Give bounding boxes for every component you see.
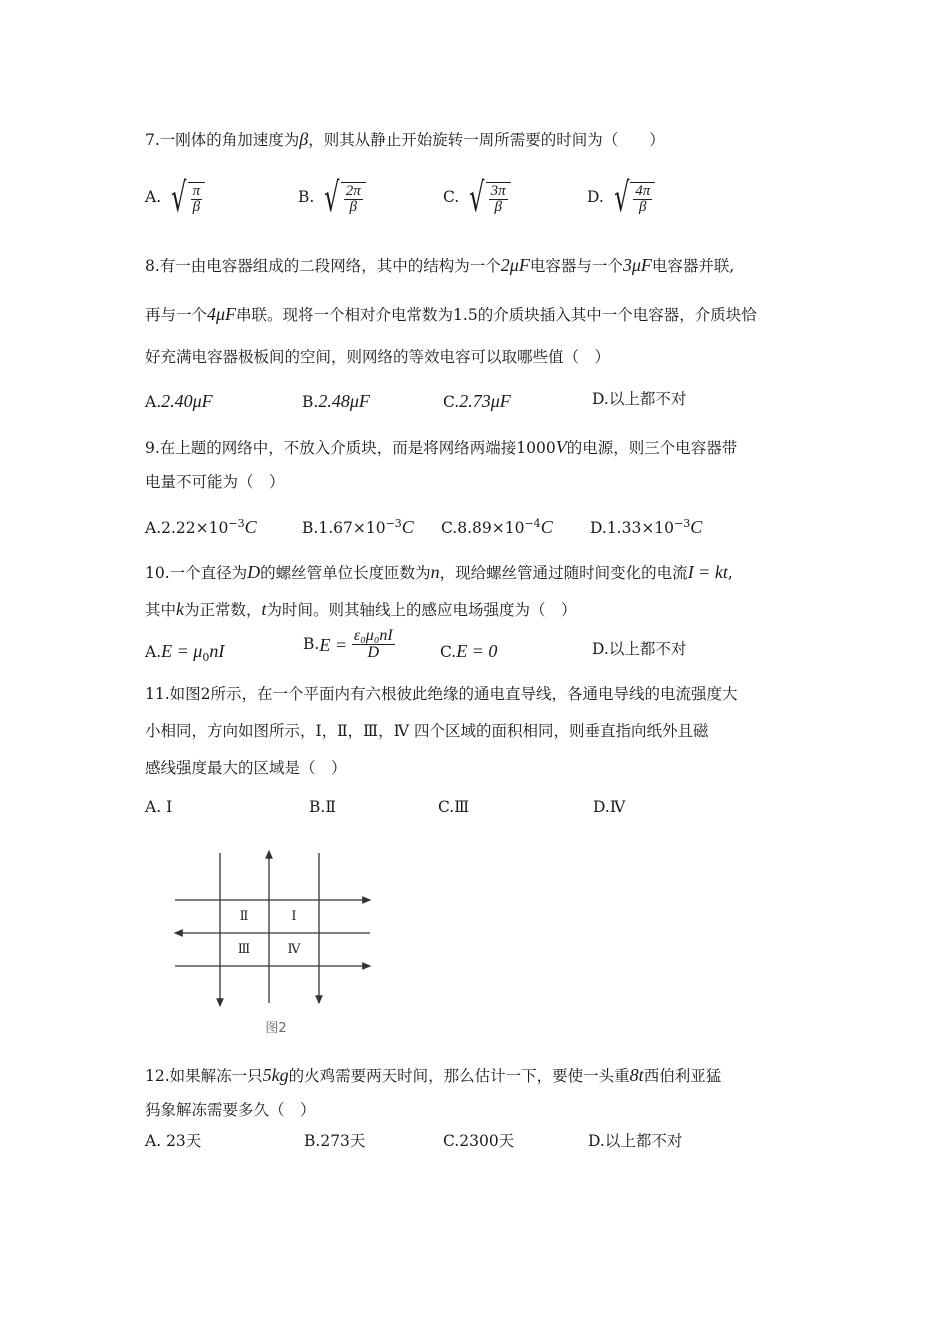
q12-option-b: B.273天 (304, 1132, 366, 1150)
q11-option-c: C.Ⅲ (438, 798, 470, 816)
q8-option-a: A.2.40μF (145, 391, 213, 411)
q10-option-b: B. E = $\frac{\text{ε₀μ₀nI}}{D}$ (303, 627, 393, 661)
q8-option-d: D.以上都不对 (592, 390, 687, 408)
q10-option-c: C.E = 0 (440, 641, 498, 661)
figure-2-wire-grid (170, 848, 380, 1038)
q12-option-a: A. 23天 (145, 1132, 202, 1150)
q12-option-d: D.以上都不对 (588, 1132, 683, 1150)
q8-option-b: B.2.48μF (302, 391, 370, 411)
q9-option-c: $C.8.89\times 10^{-4}C$ (441, 517, 553, 538)
q7-stem: 7.一刚体的角加速度为β，则其从静止开始旋转一周所需要的时间为（ ） (145, 129, 665, 149)
region-label-iii: Ⅲ (237, 942, 251, 957)
q11-line-1: 11.如图2所示，在一个平面内有六根彼此绝缘的通电直导线，各通电导线的电流强度大 (145, 685, 738, 703)
sqrt-expression: √ $\frac{4\pi}{\beta}$ (609, 178, 656, 218)
q7-option-b: B. √ $\frac{2\pi}{\beta}$ (298, 178, 366, 218)
q12-option-c: C.2300天 (443, 1132, 515, 1150)
figure-caption: 图2 (265, 1021, 287, 1036)
region-label-i: Ⅰ (291, 909, 297, 924)
q10-option-d: D.以上都不对 (592, 640, 687, 658)
sqrt-expression: √ $\frac{3\pi}{\beta}$ (464, 178, 511, 218)
q11-line-2: 小相同，方向如图所示，Ⅰ，Ⅱ，Ⅲ，Ⅳ 四个区域的面积相同，则垂直指向纸外且磁 (145, 722, 709, 740)
q10-line-1: 10.一个直径为D的螺丝管单位长度匝数为n，现给螺丝管通过随时间变化的电流I = kt, (145, 562, 733, 582)
q9-line-1: 9.在上题的网络中，不放入介质块，而是将网络两端接1000V的电源，则三个电容器带 (145, 437, 738, 457)
q12-line-1: 12.如果解冻一只5kg的火鸡需要两天时间，那么估计一下，要使一头重8t西伯利亚猛 (145, 1065, 722, 1085)
q11-option-a: A. Ⅰ (145, 798, 173, 816)
q10-option-a: $A.E = \mu_0nI$ (145, 641, 225, 665)
sqrt-expression: √ $\frac{2\pi}{\beta}$ (319, 178, 366, 218)
q7-option-c: C. √ $\frac{3\pi}{\beta}$ (443, 178, 511, 218)
q12-line-2: 犸象解冻需要多久（ ） (145, 1101, 316, 1119)
region-label-iv: Ⅳ (287, 942, 301, 957)
q11-line-3: 感线强度最大的区域是（ ） (145, 759, 347, 777)
q7-option-a: A. √ $\frac{\pi}{\beta}$ (145, 178, 205, 218)
q8-line-3: 好充满电容器极板间的空间，则网络的等效电容可以取哪些值（ ） (145, 348, 611, 366)
q11-option-d: D.Ⅳ (593, 798, 626, 816)
q8-option-c: C.2.73μF (443, 391, 511, 411)
q9-option-b: $B.1.67\times 10^{-3}C$ (302, 517, 414, 538)
q8-line-2: 再与一个4μF串联。现将一个相对介电常数为1.5的介质块插入其中一个电容器，介质块恰 (145, 304, 757, 324)
q9-option-d: $D.1.33\times 10^{-3}C$ (590, 517, 703, 538)
q10-line-2: 其中k为正常数，t为时间。则其轴线上的感应电场强度为（ ） (145, 599, 577, 619)
region-label-ii: Ⅱ (239, 909, 249, 924)
q8-line-1: 8.有一由电容器组成的二段网络，其中的结构为一个2μF电容器与一个3μF电容器并联, (145, 255, 735, 275)
sqrt-expression: √ $\frac{\pi}{\beta}$ (166, 178, 205, 218)
q11-option-b: B.Ⅱ (309, 798, 336, 816)
q9-line-2: 电量不可能为（ ） (145, 473, 285, 491)
q9-option-a: $A.2.22\times 10^{-3}C$ (145, 517, 257, 538)
q7-option-d: D. √ $\frac{4\pi}{\beta}$ (587, 178, 655, 218)
